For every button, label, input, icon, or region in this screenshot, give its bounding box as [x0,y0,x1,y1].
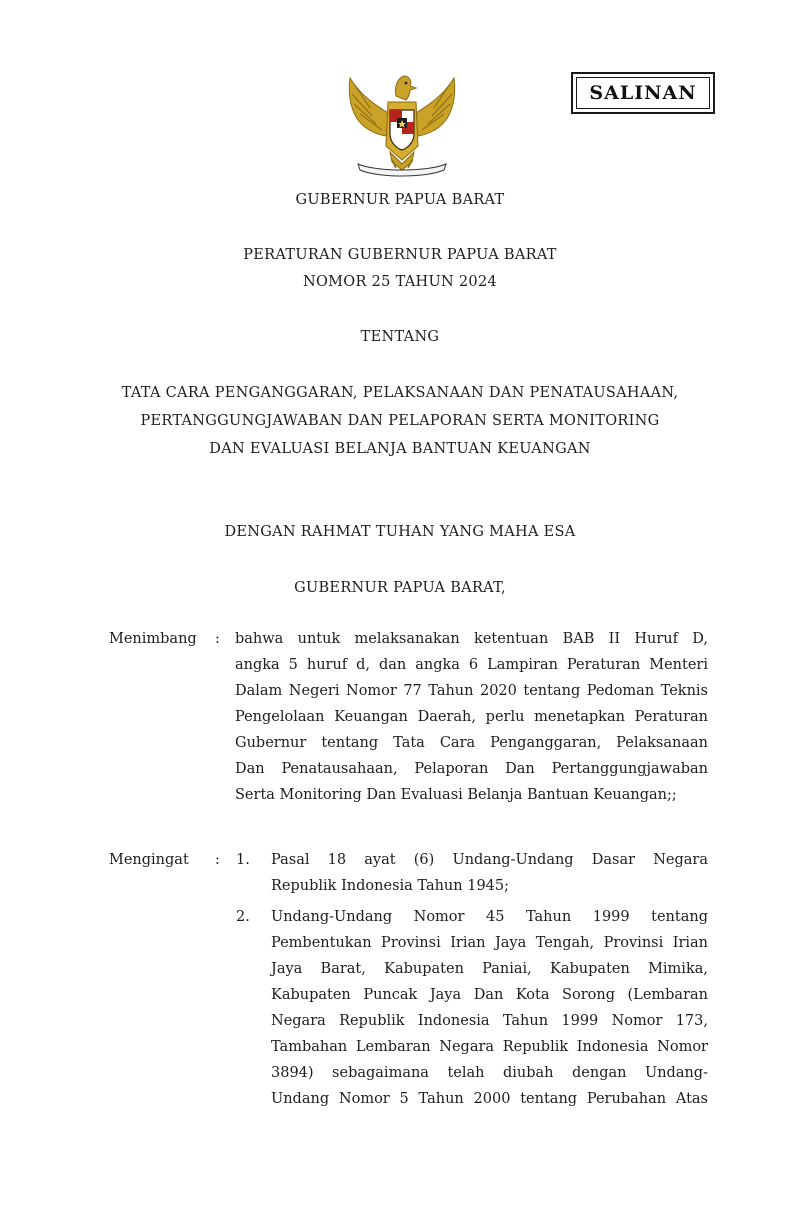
governor-heading: GUBERNUR PAPUA BARAT, [294,580,506,596]
mengingat-label: Mengingat [109,852,189,868]
regulation-subject-line-2: PERTANGGUNGJAWABAN DAN PELAPORAN SERTA MONITORING [140,413,660,429]
about-heading: TENTANG [360,329,440,345]
mengingat-item-1-text [271,847,708,899]
mengingat-line: Undang-Undang Nomor 45 Tahun 1999 tentang [271,909,708,925]
mengingat-colon: : [215,852,220,868]
menimbang-line: Gubernur tentang Tata Cara Penganggaran, Pelaksanaan [235,735,708,751]
menimbang-line: bahwa untuk melaksanakan ketentuan BAB II Huruf D, [235,631,708,647]
mengingat-line: Pembentukan Provinsi Irian Jaya Tengah, Provinsi Irian [271,935,708,951]
regulation-title: PERATURAN GUBERNUR PAPUA BARAT [243,247,557,263]
mengingat-item-number: 2. [236,909,250,925]
issuer-heading: GUBERNUR PAPUA BARAT [295,192,505,208]
menimbang-colon: : [215,631,220,647]
garuda-emblem-icon [340,68,464,180]
mengingat-line: Republik Indonesia Tahun 1945; [271,878,510,894]
stamp-label: SALINAN [589,82,697,104]
menimbang-text [235,626,708,808]
menimbang-label: Menimbang [109,631,197,647]
mengingat-line: Negara Republik Indonesia Tahun 1999 Nomor 173, [271,1013,708,1029]
menimbang-line: Pengelolaan Keuangan Daerah, perlu menetapkan Peraturan [235,709,708,725]
mengingat-line: Pasal 18 ayat (6) Undang-Undang Dasar Negara [271,852,708,868]
mengingat-item-2-text [271,904,708,1112]
menimbang-line: Dalam Negeri Nomor 77 Tahun 2020 tentang Pedoman Teknis [235,683,708,699]
mengingat-item-number: 1. [236,852,250,868]
regulation-number: NOMOR 25 TAHUN 2024 [302,274,497,290]
mengingat-line: Kabupaten Puncak Jaya Dan Kota Sorong (Lembaran [271,987,708,1003]
menimbang-line: angka 5 huruf d, dan angka 6 Lampiran Peraturan Menteri [235,657,708,673]
regulation-subject-line-1: TATA CARA PENGANGGARAN, PELAKSANAAN DAN PENATAUSAHAAN, [121,385,679,401]
menimbang-line: Serta Monitoring Dan Evaluasi Belanja Bantuan Keuangan;; [235,787,677,803]
mengingat-line: Undang Nomor 5 Tahun 2000 tentang Perubahan Atas [271,1091,708,1107]
blessing-line: DENGAN RAHMAT TUHAN YANG MAHA ESA [224,524,576,540]
regulation-subject-line-3: DAN EVALUASI BELANJA BANTUAN KEUANGAN [209,441,591,457]
menimbang-line: Dan Penatausahaan, Pelaporan Dan Pertanggungjawaban [235,761,708,777]
salinan-stamp [571,72,715,114]
mengingat-line: Tambahan Lembaran Negara Republik Indonesia Nomor [271,1039,708,1055]
mengingat-line: Jaya Barat, Kabupaten Paniai, Kabupaten Mimika, [271,961,708,977]
mengingat-line: 3894) sebagaimana telah diubah dengan Undang- [271,1065,708,1081]
